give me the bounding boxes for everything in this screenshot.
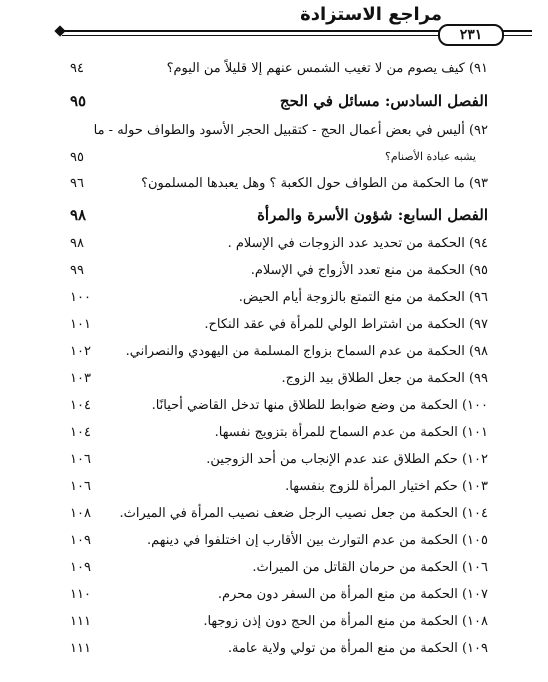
toc-entry-text: ٩٤) الحكمة من تحديد عدد الزوجات في الإسلام . [227, 236, 488, 251]
toc-entry-text: ١٠٢) حكم الطلاق عند عدم الإنجاب من أحد الزوجين. [206, 452, 488, 467]
toc-entry-page: ٩٨ [70, 236, 84, 251]
toc-entry-text: ٩٢) أليس في بعض أعمال الحج - كتقبيل الحجر الأسود والطواف حوله - ما [93, 123, 488, 138]
toc-entry-text: ١٠٨) الحكمة من منع المرأة من الحج دون إذن زوجها. [203, 614, 488, 629]
section-heading-page: ٩٨ [70, 206, 87, 224]
toc-entry-page: ٩٩ [70, 263, 84, 278]
toc-entry-text: ٩١) كيف يصوم من لا تغيب الشمس عنهم إلا قليلاً من اليوم؟ [166, 61, 488, 76]
toc-entry [0, 395, 548, 421]
toc-entry-text: ١٠٦) الحكمة من حرمان القاتل من الميراث. [252, 560, 488, 575]
toc-entry-page: ١٠٢ [70, 344, 91, 359]
toc-entry-page: ١٠٠ [70, 290, 91, 305]
section-heading-text: الفصل السادس: مسائل في الحج [279, 92, 488, 110]
toc-entry-continuation [0, 147, 548, 173]
toc-entry-page: ٩٤ [70, 61, 84, 76]
toc-entry [0, 422, 548, 448]
section-heading-page: ٩٥ [70, 92, 87, 110]
toc-entry-text: ١٠٥) الحكمة من عدم التوارث بين الأقارب إن اختلفوا في دينهم. [146, 533, 488, 548]
toc-entry [0, 530, 548, 556]
toc-entry [0, 173, 548, 199]
toc-entry-page: ١٠١ [70, 317, 91, 332]
toc-entry-text: ١٠٣) حكم اختيار المرأة للزوج بنفسها. [285, 479, 488, 494]
toc-entry-page: ١١١ [70, 614, 91, 629]
toc-entry-page: ٩٦ [70, 176, 84, 191]
toc-entry [0, 287, 548, 313]
toc-entry-page: ١١٠ [70, 587, 91, 602]
toc-entry-text: ١٠٩) الحكمة من منع المرأة من تولي ولاية عامة. [227, 641, 488, 656]
toc-entry-text: ٩٥) الحكمة من منع تعدد الأزواج في الإسلام. [250, 263, 488, 278]
toc-entry-text: ١٠١) الحكمة من عدم السماح للمرأة بتزويج نفسها. [214, 425, 488, 440]
toc-entry-page: ١٠٤ [70, 398, 91, 413]
toc-entry [0, 476, 548, 502]
page-number: ٢٣١ [438, 24, 504, 46]
toc-entry-page: ١٠٤ [70, 425, 91, 440]
section-heading [0, 203, 548, 229]
toc-entry-text: ٩٨) الحكمة من عدم السماح بزواج المسلمة من اليهودي والنصراني. [125, 344, 488, 359]
toc-entry [0, 341, 548, 367]
toc-entry [0, 58, 548, 84]
toc-entry-text: ٩٩) الحكمة من جعل الطلاق بيد الزوج. [281, 371, 488, 386]
toc-entry [0, 638, 548, 664]
toc-entry [0, 368, 548, 394]
running-title: مراجع الاستزادة [300, 4, 442, 25]
toc-entry-text: ١٠٠) الحكمة من وضع ضوابط للطلاق منها تدخل القاضي أحيانًا. [151, 398, 488, 413]
toc-entry-text: ٩٧) الحكمة من اشتراط الولي للمرأة في عقد النكاح. [204, 317, 488, 332]
toc-entry-page: ١٠٦ [70, 479, 91, 494]
toc-entry-page: ١٠٦ [70, 452, 91, 467]
toc-entry-page: ١٠٩ [70, 533, 91, 548]
toc-entry [0, 260, 548, 286]
toc-entry-page: ١٠٩ [70, 560, 91, 575]
toc-entry-page: ١٠٨ [70, 506, 91, 521]
toc-entry-text: ١٠٧) الحكمة من منع المرأة من السفر دون محرم. [217, 587, 488, 602]
toc-entry-text: ١٠٤) الحكمة من جعل نصيب الرجل ضعف نصيب المرأة في الميراث. [119, 506, 488, 521]
toc-entry [0, 120, 548, 146]
toc-entry-text: ٩٣) ما الحكمة من الطواف حول الكعبة ؟ وهل يعبدها المسلمون؟ [141, 176, 488, 191]
section-heading [0, 89, 548, 115]
toc-entry [0, 233, 548, 259]
toc-entry-text: ٩٦) الحكمة من منع التمتع بالزوجة أيام الحيض. [238, 290, 488, 305]
toc-entry-text: يشبه عبادة الأصنام؟ [385, 150, 476, 163]
toc-entry [0, 449, 548, 475]
toc-entry-page: ١٠٣ [70, 371, 91, 386]
toc-entry [0, 611, 548, 637]
section-heading-text: الفصل السابع: شؤون الأسرة والمرأة [257, 206, 488, 224]
toc-entry [0, 503, 548, 529]
toc-entry [0, 314, 548, 340]
toc-entry [0, 557, 548, 583]
page-header [0, 0, 548, 50]
toc-entry [0, 584, 548, 610]
toc-entry-page: ١١١ [70, 641, 91, 656]
toc-entry-page: ٩٥ [70, 150, 84, 165]
